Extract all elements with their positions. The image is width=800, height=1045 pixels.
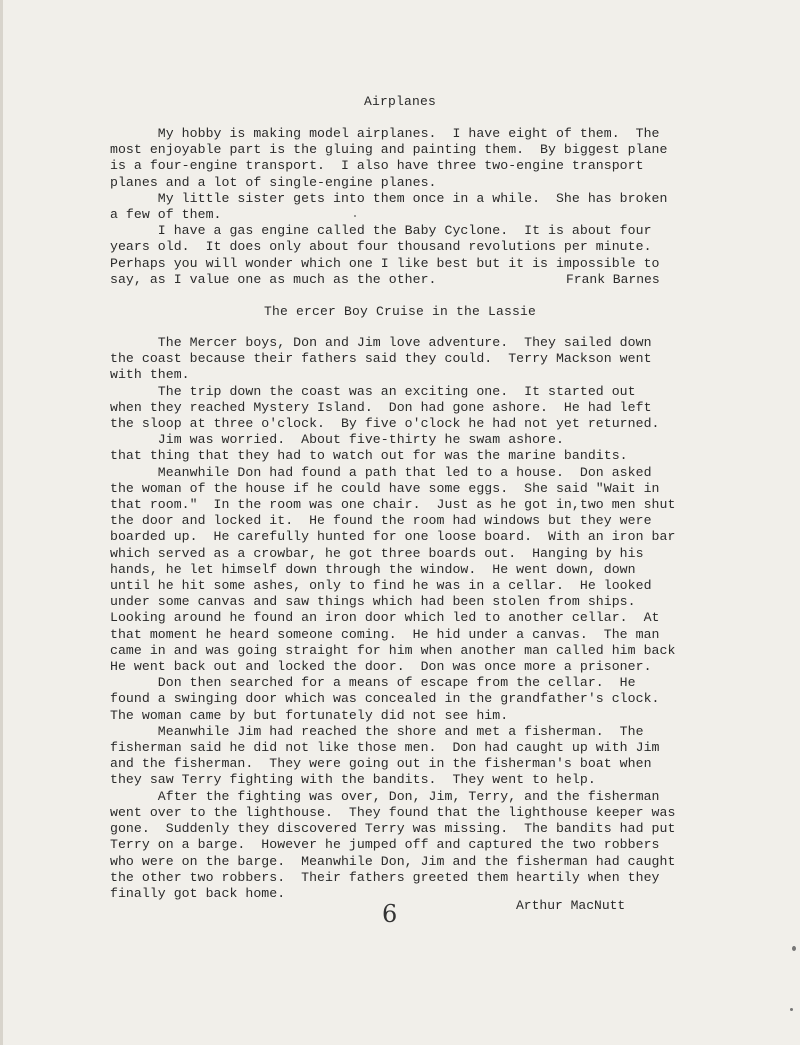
text-line: Jim was worried. About five-thirty he swam ashore. (110, 432, 564, 448)
text-line: Looking around he found an iron door which led to another cellar. At (110, 610, 660, 626)
text-line: fisherman said he did not like those men. Don had caught up with Jim (110, 740, 660, 756)
text-line: Meanwhile Don had found a path that led to a house. Don asked (110, 464, 652, 480)
text-line: He went back out and locked the door. Don was once more a prisoner. (110, 659, 652, 675)
text-line: gone. Suddenly they discovered Terry was missing. The bandits had put (110, 821, 676, 837)
text-line: most enjoyable part is the gluing and painting them. By biggest plane (110, 142, 668, 158)
text-line: After the fighting was over, Don, Jim, Terry, and the fisherman (110, 788, 660, 804)
author-frank-barnes: Frank Barnes (566, 272, 660, 287)
text-line: years old. It does only about four thousand revolutions per minute. (110, 239, 652, 255)
text-line: that thing that they had to watch out for was the marine bandits. (110, 448, 628, 464)
text-line: The woman came by but fortunately did not see him. (110, 707, 509, 723)
text-line: My hobby is making model airplanes. I have eight of them. The (110, 126, 660, 141)
text-line: with them. (110, 367, 190, 383)
text-line: Meanwhile Jim had reached the shore and met a fisherman. The (110, 723, 644, 739)
text-line: the other two robbers. Their fathers greeted them heartily when they (110, 869, 660, 885)
article-body-mercer-boys (110, 335, 680, 902)
text-line: that room." In the room was one chair. Just as he got in,two men shut (110, 497, 676, 513)
text-line: The trip down the coast was an exciting one. It started out (110, 383, 636, 399)
text-line: the sloop at three o'clock. By five o'clock he had not yet returned. (110, 416, 660, 432)
text-line: the woman of the house if he could have some eggs. She said "Wait in (110, 480, 660, 496)
text-line: hands, he let himself down through the window. He went down, down (110, 561, 636, 577)
edge-speck (792, 946, 796, 951)
author-arthur-macnutt: Arthur MacNutt (516, 898, 626, 913)
page-number: 6 (382, 900, 398, 928)
text-line: say, as I value one as much as the other. (110, 271, 437, 287)
page-edge (0, 0, 3, 1045)
text-line: Terry on a barge. However he jumped off and captured the two robbers (110, 837, 660, 853)
paper-speck (354, 215, 356, 217)
text-line: the door and locked it. He found the room had windows but they were (110, 513, 652, 529)
text-line: My little sister gets into them once in a while. She has broken (110, 190, 668, 206)
text-line: found a swinging door which was concealed in the grandfather's clock. (110, 691, 660, 707)
text-line: planes and a lot of single-engine planes. (110, 174, 437, 190)
text-line: finally got back home. (110, 885, 286, 901)
text-line: they saw Terry fighting with the bandits. They went to help. (110, 772, 596, 788)
text-line: which served as a crowbar, he got three boards out. Hanging by his (110, 545, 644, 561)
text-line: until he hit some ashes, only to find he was in a cellar. He looked (110, 578, 652, 594)
text-line: boarded up. He carefully hunted for one loose board. With an iron bar (110, 529, 676, 545)
text-line: the coast because their fathers said they could. Terry Mackson went (110, 351, 652, 367)
text-line: under some canvas and saw things which had been stolen from ships. (110, 594, 636, 610)
text-line: Perhaps you will wonder which one I like best but it is impossible to (110, 255, 660, 271)
text-line: Don then searched for a means of escape from the cellar. He (110, 675, 636, 691)
text-line: I have a gas engine called the Baby Cyclone. It is about four (110, 223, 652, 239)
article-body-airplanes (110, 126, 680, 288)
text-line: is a four-engine transport. I also have three two-engine transport (110, 158, 644, 174)
text-line: The Mercer boys, Don and Jim love adventure. They sailed down (110, 335, 652, 350)
text-line: who were on the barge. Meanwhile Don, Jim and the fisherman had caught (110, 853, 676, 869)
article-title-airplanes: Airplanes (363, 94, 436, 109)
text-line: when they reached Mystery Island. Don had gone ashore. He had left (110, 399, 652, 415)
text-line: went over to the lighthouse. They found that the lighthouse keeper was (110, 804, 676, 820)
text-line: that moment he heard someone coming. He hid under a canvas. The man (110, 626, 660, 642)
article-title-mercer-boys: The ercer Boy Cruise in the Lassie (263, 304, 537, 319)
text-line: and the fisherman. They were going out in the fisherman's boat when (110, 756, 652, 772)
edge-speck (790, 1008, 793, 1011)
text-line: a few of them. (110, 207, 222, 223)
text-line: came in and was going straight for him when another man called him back (110, 642, 676, 658)
